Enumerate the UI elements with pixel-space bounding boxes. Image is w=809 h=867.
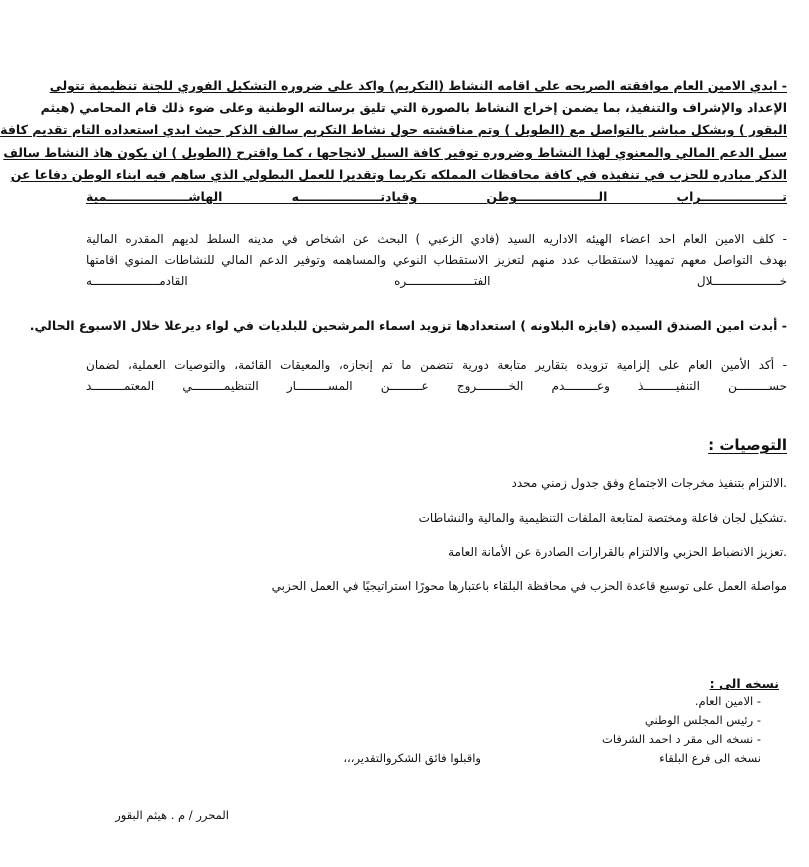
recommendations-heading: التوصيات : (708, 436, 787, 454)
recommendation-item-3: .تعزيز الانضباط الحزبي والالتزام بالقرارات الصادرة عن الأمانة العامة (448, 545, 787, 559)
copies-item-4: نسخه الى فرع البلقاء (659, 751, 761, 765)
paragraph1-line-5: الذكر مبادره للحزب في تنفيذه في كافة محافظات المملكه تكريما وتقديرا للعمل البطولي الذي ساهم فيه ابناء الوطن دفاعا عن (10, 167, 787, 182)
paragraph2-line-2: بهدف التواصل معهم تمهيدا لاستقطاب عدد منهم لتعزيز الاستقطاب النوعي والمساهمه وتوفير الدعم المالي للنشاطات المنوي اقامتها (86, 253, 787, 267)
recommendation-item-2: .تشكيل لجان فاعلة ومختصة لمتابعة الملفات التنظيمية والمالية والنشاطات (418, 511, 787, 525)
recommendation-item-1: .الالتزام بتنفيذ مخرجات الاجتماع وفق جدول زمني محدد (511, 476, 787, 490)
paragraph2-line-1: - كلف الامين العام احد اعضاء الهيئه الاداريه السيد (فادي الزعبي ) البحث عن اشخاص في مدينه السلط لديهم المقدره المالية (86, 232, 787, 246)
paragraph1-line-2: الإعداد والإشراف والتنفيذ، بما يضمن إخراج النشاط بالصورة التي تليق برسالته الوطنية وعلى ضوء ذلك قام المحامي (هيثم (40, 100, 787, 115)
copies-item-3: - نسخه الى مقر د احمد الشرفات (602, 732, 761, 746)
copies-item-1: - الامين العام. (694, 694, 761, 708)
paragraph4-line-1: - أكد الأمين العام على إلزامية تزويده بتقارير متابعة دورية تتضمن ما تم إنجازه، والمعيقات القائمة، والتوصيات العملية، لضمان (86, 358, 787, 372)
paragraph1-line-1: - ابدي الامين العام موافقته الصريحه على اقامه النشاط (التكريم) واكد على ضروره التشكيل الفوري للجنة تنظيمية تتولى (49, 78, 787, 93)
paragraph1-line-6: تـــــــــــــــــــراب الـــــــــــــــــــوطن وقيادتـــــــــــــــــــه الهاشـــــــــــــــــــمية (86, 189, 787, 204)
paragraph1-line-3: البقور ) وبشكل مباشر بالتواصل مع (الطويل ) وتم مناقشته حول نشاط التكريم سالف الذكر حيث ابدي استعداده التام تقديم كافة (0, 122, 787, 137)
paragraph4-line-2: حســـــــــن التنفيـــــــــذ وعـــــــــدم الخـــــــــروج عـــــــــن المســـــــــار التنظيمـــــــــي المعتمـــــــــد (86, 379, 787, 393)
closing-text: واقبلوا فائق الشكروالتقدير،،، (343, 751, 481, 765)
copies-title: نسخه الى : (709, 676, 779, 691)
paragraph1-line-4: سبل الدعم المالي والمعنوي لهذا النشاط وضروره توفير كافة السبل لانجاحها ، كما واقترح (الطويل ) ان يكون هاذ النشاط سالف (3, 145, 787, 160)
paragraph2-line-3: خـــــــــــــــــــلال الفتـــــــــــــــــــره القادمـــــــــــــــــــه (86, 274, 787, 288)
signature: المحرر / م . هيثم البقور (115, 808, 229, 822)
paragraph3: - أبدت امين الصندق السيده (فايزه البلاونه ) استعدادها تزويد اسماء المرشحين للبلديات في لواء ديرعلا خلال الاسبوع الحالي. (29, 318, 787, 333)
copies-item-2: - رئيس المجلس الوطني (644, 713, 761, 727)
recommendation-item-4: مواصلة العمل على توسيع قاعدة الحزب في محافظة البلقاء باعتبارها محورًا استراتيجيًا في العمل الحزبي (271, 579, 787, 593)
